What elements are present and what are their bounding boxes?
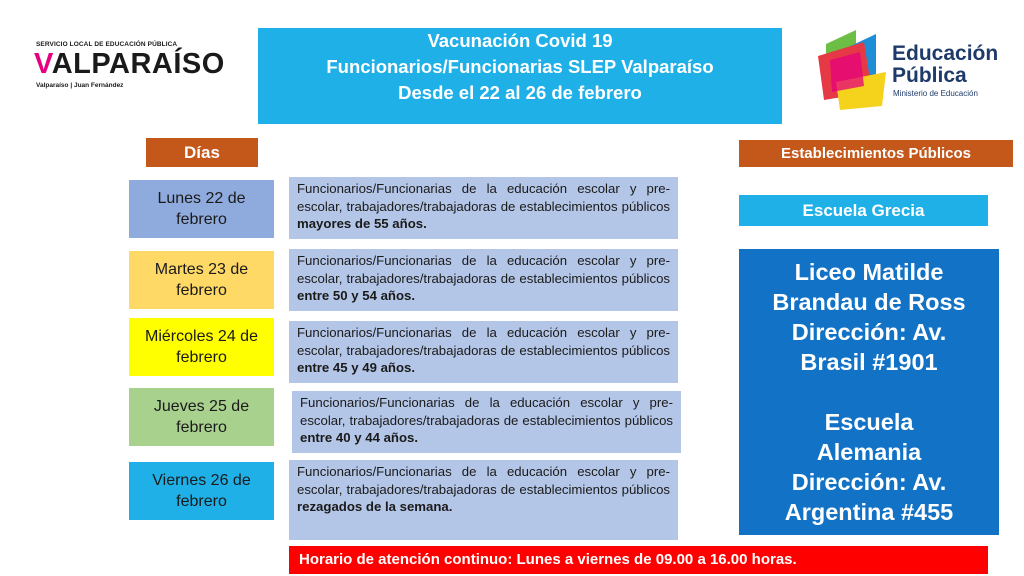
slep-logo-subtitle: Valparaíso | Juan Fernández xyxy=(36,82,124,89)
day-box-monday: Lunes 22 de febrero xyxy=(129,180,274,238)
establecimientos-detail-box xyxy=(739,249,999,535)
mineduc-logo-line-2: Pública xyxy=(892,64,967,87)
title-line-3: Desde el 22 al 26 de febrero xyxy=(398,82,642,103)
slep-logo-v: V xyxy=(34,48,52,80)
desc-box-monday xyxy=(289,177,678,239)
desc-text: Funcionarios/Funcionarias de la educación escolar y pre- escolar, trabajadores/trabajadoras de establecimientos públicos xyxy=(297,253,670,286)
establecimiento-line: Brasil #1901 xyxy=(800,349,938,375)
establecimiento-line: Dirección: Av. xyxy=(791,469,947,495)
mineduc-logo-line-1: Educación xyxy=(892,42,999,65)
slep-logo-name xyxy=(34,48,225,81)
horario-banner: Horario de atención continuo: Lunes a viernes de 09.00 a 16.00 horas. xyxy=(289,546,988,574)
desc-box-thursday xyxy=(292,391,681,453)
dias-header: Días xyxy=(146,138,258,167)
title-line-1: Vacunación Covid 19 xyxy=(427,30,613,51)
desc-bold: mayores de 55 años. xyxy=(297,216,427,231)
day-box-tuesday: Martes 23 de febrero xyxy=(129,251,274,309)
desc-bold: rezagados de la semana. xyxy=(297,499,453,514)
page-title-box xyxy=(258,28,782,124)
establecimiento-line: Dirección: Av. xyxy=(791,319,947,345)
establecimiento-line: Alemania xyxy=(816,439,922,465)
day-box-friday: Viernes 26 de febrero xyxy=(129,462,274,520)
desc-text: Funcionarios/Funcionarias de la educación escolar y pre- escolar, trabajadores/trabajadoras de establecimientos públicos xyxy=(297,181,670,214)
desc-box-tuesday xyxy=(289,249,678,311)
desc-bold: entre 50 y 54 años. xyxy=(297,288,416,303)
desc-text: Funcionarios/Funcionarias de la educación escolar y pre- escolar, trabajadores/trabajadoras de establecimientos públicos xyxy=(297,464,670,497)
desc-text: Funcionarios/Funcionarias de la educación escolar y pre- escolar, trabajadores/trabajadoras de establecimientos públicos xyxy=(300,395,673,428)
establecimiento-line: Brandau de Ross xyxy=(772,289,966,315)
desc-bold: entre 45 y 49 años. xyxy=(297,360,416,375)
mineduc-logo-icon xyxy=(816,30,888,110)
establecimientos-header: Establecimientos Públicos xyxy=(739,140,1013,167)
establecimiento-spacer xyxy=(739,377,999,407)
slep-logo-top-text: SERVICIO LOCAL DE EDUCACIÓN PÚBLICA xyxy=(36,41,178,48)
desc-text: Funcionarios/Funcionarias de la educación escolar y pre- escolar, trabajadores/trabajadoras de establecimientos públicos xyxy=(297,325,670,358)
mineduc-logo-line-3: Ministerio de Educación xyxy=(893,89,978,98)
desc-bold: entre 40 y 44 años. xyxy=(300,430,419,445)
establecimiento-line: Liceo Matilde xyxy=(794,259,944,285)
slep-logo-name-rest: ALPARAÍSO xyxy=(51,48,225,80)
day-box-wednesday: Miércoles 24 de febrero xyxy=(129,318,274,376)
desc-box-wednesday xyxy=(289,321,678,383)
desc-box-friday xyxy=(289,460,678,540)
horario-text: Horario de atención continuo: Lunes a viernes de 09.00 a 16.00 horas xyxy=(299,551,793,568)
title-line-2: Funcionarios/Funcionarias SLEP Valparaíso xyxy=(326,56,714,77)
escuela-grecia-box: Escuela Grecia xyxy=(739,195,988,226)
day-box-thursday: Jueves 25 de febrero xyxy=(129,388,274,446)
establecimiento-line: Escuela xyxy=(824,409,914,435)
establecimiento-line: Argentina #455 xyxy=(784,499,954,525)
